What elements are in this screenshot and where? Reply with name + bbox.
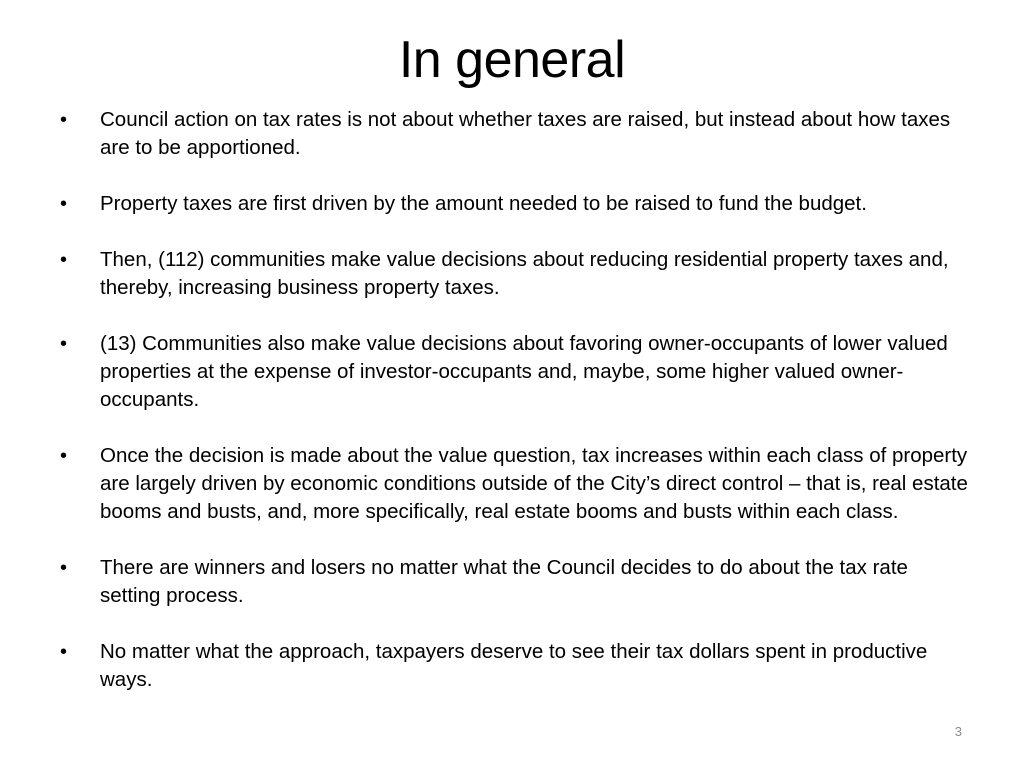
bullet-icon: • <box>60 249 68 271</box>
bullet-item <box>58 442 970 526</box>
bullet-text: Once the decision is made about the value question, tax increases within each class of property are largely driven by economic conditions outside of the City’s direct control – that is, real estate booms and busts, and, more specifically, real estate booms and busts within each class. <box>100 444 968 523</box>
bullet-icon: • <box>60 557 68 579</box>
bullet-item <box>58 638 970 694</box>
bullet-text: Then, (112) communities make value decisions about reducing residential property taxes and, thereby, increasing business property taxes. <box>100 248 949 299</box>
bullet-item <box>58 554 970 610</box>
bullet-text: (13) Communities also make value decisions about favoring owner-occupants of lower valued properties at the expense of investor-occupants and, maybe, some higher valued owner-occupants. <box>100 332 948 411</box>
bullet-text: There are winners and losers no matter what the Council decides to do about the tax rate setting process. <box>100 556 908 607</box>
bullet-icon: • <box>60 641 68 663</box>
bullet-item <box>58 106 970 162</box>
page-number: 3 <box>954 724 962 739</box>
bullet-list <box>58 106 970 694</box>
bullet-text: No matter what the approach, taxpayers deserve to see their tax dollars spent in productive ways. <box>100 640 928 691</box>
bullet-icon: • <box>60 193 68 215</box>
bullet-text: Property taxes are first driven by the amount needed to be raised to fund the budget. <box>100 192 867 215</box>
bullet-item <box>58 330 970 414</box>
bullet-item <box>58 190 970 218</box>
slide-title: In general <box>398 31 626 89</box>
bullet-text: Council action on tax rates is not about whether taxes are raised, but instead about how taxes are to be apportioned. <box>100 108 951 159</box>
bullet-icon: • <box>60 333 68 355</box>
bullet-icon: • <box>60 445 68 467</box>
bullet-icon: • <box>60 109 68 131</box>
bullet-item <box>58 246 970 302</box>
